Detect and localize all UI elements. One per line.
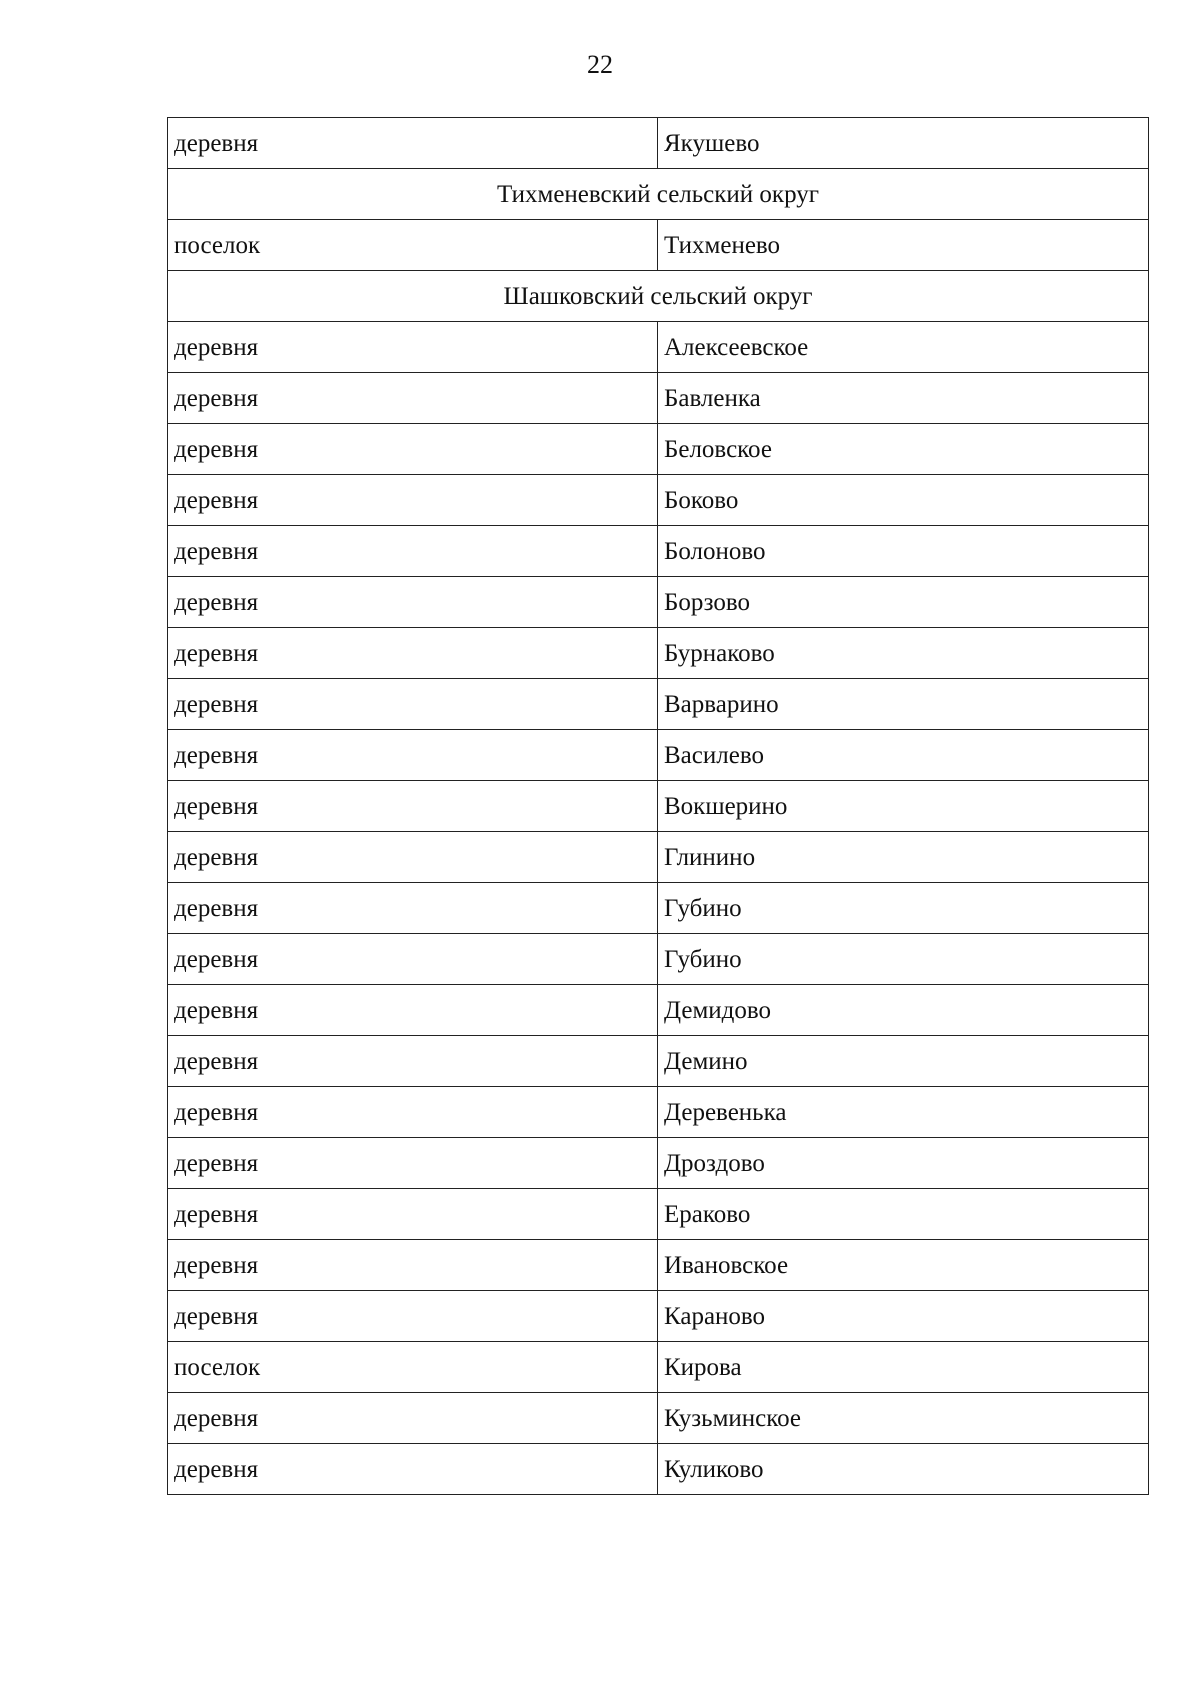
settlement-name-cell: Ивановское <box>658 1240 1149 1291</box>
table-row <box>168 679 1149 730</box>
section-header-row <box>168 169 1149 220</box>
table-row <box>168 985 1149 1036</box>
settlement-name-cell: Дроздово <box>658 1138 1149 1189</box>
settlement-name-cell: Болоново <box>658 526 1149 577</box>
settlement-type-cell: поселок <box>168 220 658 271</box>
settlement-type-cell: деревня <box>168 1240 658 1291</box>
settlement-type-cell: деревня <box>168 373 658 424</box>
settlement-name-cell: Кузьминское <box>658 1393 1149 1444</box>
settlements-table-body <box>168 118 1149 1495</box>
settlement-name-cell: Борзово <box>658 577 1149 628</box>
settlements-table <box>167 117 1149 1495</box>
settlement-type-cell: деревня <box>168 883 658 934</box>
settlement-name-cell: Василево <box>658 730 1149 781</box>
section-title: Тихменевский сельский округ <box>168 169 1149 220</box>
settlement-type-cell: деревня <box>168 1036 658 1087</box>
table-row <box>168 1291 1149 1342</box>
section-title: Шашковский сельский округ <box>168 271 1149 322</box>
table-row <box>168 1444 1149 1495</box>
table-row <box>168 1189 1149 1240</box>
table-row <box>168 526 1149 577</box>
table-row <box>168 424 1149 475</box>
table-row <box>168 475 1149 526</box>
settlement-name-cell: Якушево <box>658 118 1149 169</box>
table-row <box>168 1393 1149 1444</box>
settlement-type-cell: деревня <box>168 1138 658 1189</box>
settlement-name-cell: Беловское <box>658 424 1149 475</box>
settlement-name-cell: Губино <box>658 883 1149 934</box>
settlement-type-cell: деревня <box>168 118 658 169</box>
settlement-name-cell: Демидово <box>658 985 1149 1036</box>
settlement-name-cell: Бавленка <box>658 373 1149 424</box>
settlement-name-cell: Бурнаково <box>658 628 1149 679</box>
settlement-name-cell: Вокшерино <box>658 781 1149 832</box>
table-row <box>168 220 1149 271</box>
settlement-type-cell: деревня <box>168 1393 658 1444</box>
table-row <box>168 883 1149 934</box>
settlement-type-cell: деревня <box>168 679 658 730</box>
table-row <box>168 1087 1149 1138</box>
table-row <box>168 373 1149 424</box>
settlement-type-cell: деревня <box>168 985 658 1036</box>
settlement-type-cell: деревня <box>168 934 658 985</box>
settlement-name-cell: Варварино <box>658 679 1149 730</box>
settlement-name-cell: Губино <box>658 934 1149 985</box>
settlement-type-cell: деревня <box>168 424 658 475</box>
settlement-name-cell: Боково <box>658 475 1149 526</box>
settlement-type-cell: деревня <box>168 1291 658 1342</box>
settlement-name-cell: Демино <box>658 1036 1149 1087</box>
settlement-name-cell: Тихменево <box>658 220 1149 271</box>
settlement-type-cell: деревня <box>168 730 658 781</box>
table-row <box>168 934 1149 985</box>
table-row <box>168 730 1149 781</box>
settlement-type-cell: деревня <box>168 526 658 577</box>
page-number: 22 <box>587 50 613 79</box>
table-row <box>168 832 1149 883</box>
table-row <box>168 1342 1149 1393</box>
settlement-type-cell: деревня <box>168 781 658 832</box>
settlement-type-cell: деревня <box>168 475 658 526</box>
table-row <box>168 1138 1149 1189</box>
table-row <box>168 1036 1149 1087</box>
settlement-name-cell: Алексеевское <box>658 322 1149 373</box>
settlement-type-cell: деревня <box>168 322 658 373</box>
table-row <box>168 628 1149 679</box>
table-row <box>168 322 1149 373</box>
settlement-type-cell: деревня <box>168 832 658 883</box>
settlement-name-cell: Кирова <box>658 1342 1149 1393</box>
settlement-type-cell: деревня <box>168 577 658 628</box>
settlement-name-cell: Куликово <box>658 1444 1149 1495</box>
section-header-row <box>168 271 1149 322</box>
settlement-type-cell: деревня <box>168 628 658 679</box>
settlement-type-cell: деревня <box>168 1189 658 1240</box>
settlement-name-cell: Ераково <box>658 1189 1149 1240</box>
table-row <box>168 1240 1149 1291</box>
settlement-name-cell: Караново <box>658 1291 1149 1342</box>
settlement-type-cell: деревня <box>168 1087 658 1138</box>
settlement-type-cell: поселок <box>168 1342 658 1393</box>
settlement-type-cell: деревня <box>168 1444 658 1495</box>
settlement-name-cell: Деревенька <box>658 1087 1149 1138</box>
table-row <box>168 118 1149 169</box>
table-row <box>168 781 1149 832</box>
settlement-name-cell: Глинино <box>658 832 1149 883</box>
table-row <box>168 577 1149 628</box>
